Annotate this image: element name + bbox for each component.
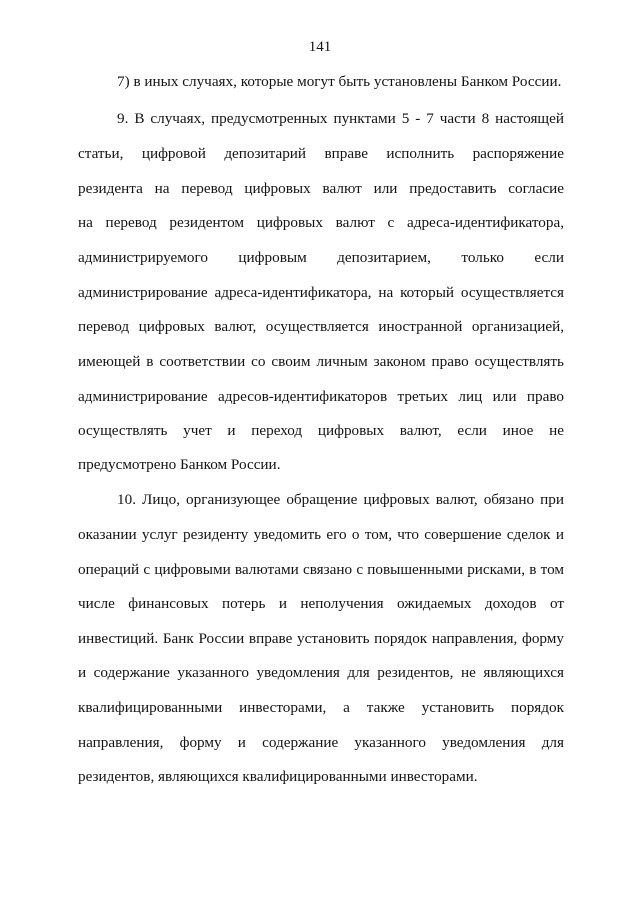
text-line: на перевод резидентом цифровых валют с адреса-идентификатора, xyxy=(78,214,564,231)
text-line: и содержание указанного уведомления для резидентов, не являющихся xyxy=(78,664,564,681)
text-line: администрируемого цифровым депозитарием, только если xyxy=(78,249,564,266)
text-line: 9. В случаях, предусмотренных пунктами 5 - 7 части 8 настоящей xyxy=(117,110,564,127)
text-line: резидентов, являющихся квалифицированными инвесторами. xyxy=(78,768,478,785)
text-line: администрирование адреса-идентификатора, на который осуществляется xyxy=(78,284,564,301)
text-line: числе финансовых потерь и неполучения ожидаемых доходов от xyxy=(78,595,564,612)
text-line: квалифицированными инвесторами, а также установить порядок xyxy=(78,699,564,716)
text-line: направления, форму и содержание указанного уведомления для xyxy=(78,734,564,751)
text-line: 7) в иных случаях, которые могут быть установлены Банком России. xyxy=(117,73,562,90)
text-line: администрирование адресов-идентификаторов третьих лиц или право xyxy=(78,388,564,405)
text-line: оказании услуг резиденту уведомить его о том, что совершение сделок и xyxy=(78,526,564,543)
text-line: инвестиций. Банк России вправе установить порядок направления, форму xyxy=(78,630,564,647)
text-line: резидента на перевод цифровых валют или предоставить согласие xyxy=(78,180,564,197)
text-line: операций с цифровыми валютами связано с повышенными рисками, в том xyxy=(78,561,564,578)
text-line: предусмотрено Банком России. xyxy=(78,456,281,473)
page-number: 141 xyxy=(308,39,332,55)
text-line: перевод цифровых валют, осуществляется иностранной организацией, xyxy=(78,318,564,335)
text-line: 10. Лицо, организующее обращение цифровых валют, обязано при xyxy=(117,491,564,508)
text-line: имеющей в соответствии со своим личным законом право осуществлять xyxy=(78,353,564,370)
text-line: осуществлять учет и переход цифровых валют, если иное не xyxy=(78,422,564,439)
text-line: статьи, цифровой депозитарий вправе исполнить распоряжение xyxy=(78,145,564,162)
